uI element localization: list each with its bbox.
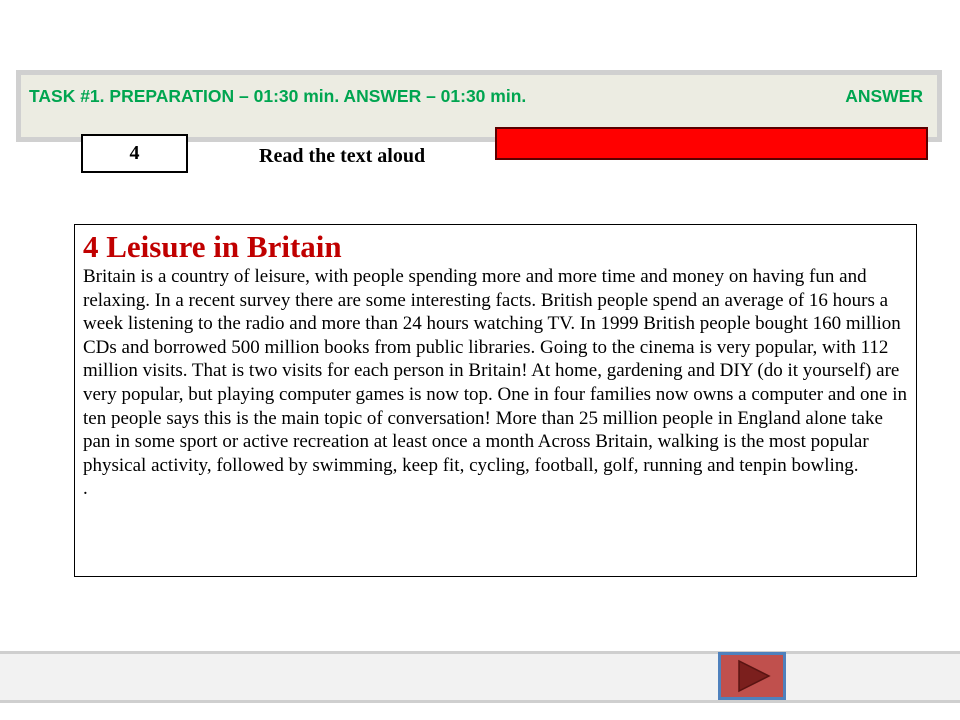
next-button[interactable]: [718, 652, 786, 700]
question-number-box: 4: [81, 134, 188, 173]
reading-text-panel: [74, 224, 917, 577]
text-heading: 4 Leisure in Britain: [83, 229, 342, 264]
answer-link[interactable]: ANSWER: [845, 86, 923, 106]
instruction-text: Read the text aloud: [259, 145, 426, 167]
task-title: TASK #1. PREPARATION – 01:30 min. ANSWER – 01:30 min.: [29, 86, 527, 106]
footer-bar: [0, 651, 960, 703]
timer-progress-bar: [495, 127, 928, 160]
text-body: Britain is a country of leisure, with people spending more and more time and money on having fun and relaxing. In a recent survey there are some interesting facts. British people spend an average of 16 hours a week listening to the radio and more than 24 hours watching TV. In 1999 British people bought 160 million CDs and borrowed 500 million books from public libraries. Going to the cinema is very popular, with 112 million visits. That is two visits for each person in Britain! At home, gardening and DIY (do it yourself) are very popular, but playing computer games is now top. One in four families now owns a computer and one in ten people says this is the main topic of conversation! More than 25 million people in England alone take pan in some sport or active recreation at least once a month Across Britain, walking is the most popular physical activity, followed by swimming, keep fit, cycling, football, golf, running and tenpin bowling.: [83, 266, 907, 476]
text-trailing-mark: .: [83, 478, 88, 500]
play-triangle-icon: [721, 655, 783, 697]
